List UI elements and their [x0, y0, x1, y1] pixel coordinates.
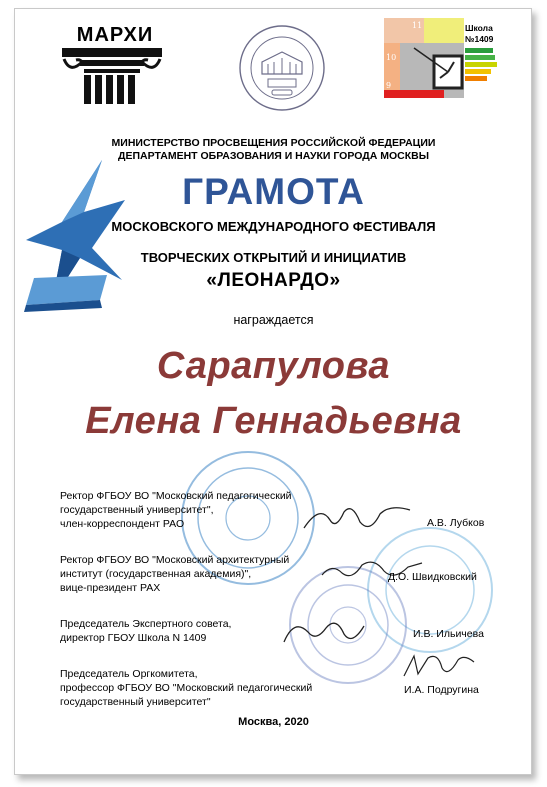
signatory-3-title — [60, 617, 340, 645]
signatory-3-name: И.В. Ильичева — [413, 628, 484, 640]
school-label-line1: Школа — [465, 23, 493, 33]
signatory-1-line3: член-корреспондент РАО — [60, 518, 185, 530]
school-number-11: 11 — [412, 21, 423, 30]
ministry-line2: ДЕПАРТАМЕНТ ОБРАЗОВАНИЯ И НАУКИ ГОРОДА МОСКВЫ — [118, 150, 429, 162]
school-number-9: 9 — [386, 81, 392, 90]
signatory-1-line1: Ректор ФГБОУ ВО "Московский педагогический — [60, 490, 292, 502]
signatory-4-line1: Председатель Оргкомитета, — [60, 668, 198, 680]
city-date: Москва, 2020 — [238, 716, 309, 728]
signatory-3-line1: Председатель Экспертного совета, — [60, 618, 232, 630]
signature-podrugina — [398, 650, 478, 682]
signatory-4-line3: государственный университет" — [60, 696, 211, 708]
signatory-2-name: Д.О. Швидковский — [388, 571, 477, 583]
recipient-surname: Сарапулова — [156, 345, 391, 387]
marhi-logo-text: МАРХИ — [76, 24, 154, 46]
signatory-4-line2: профессор ФГБОУ ВО "Московский педагогический — [60, 682, 313, 694]
school-label — [465, 23, 493, 45]
marhi-column-logo — [62, 48, 162, 104]
awarded-text: награждается — [233, 313, 314, 327]
school-1409-logo — [384, 18, 464, 98]
signatory-2-title — [60, 553, 340, 595]
ministry-line1: МИНИСТЕРСТВО ПРОСВЕЩЕНИЯ РОССИЙСКОЙ ФЕДЕРАЦИИ — [111, 137, 436, 149]
certificate-title: ГРАМОТА — [182, 171, 365, 212]
festival-name: «ЛЕОНАРДО» — [206, 270, 341, 291]
signatory-4-title — [60, 667, 340, 709]
school-number-10: 10 — [386, 53, 397, 62]
festival-line2: ТВОРЧЕСКИХ ОТКРЫТИЙ И ИНИЦИАТИВ — [140, 250, 407, 265]
mpgu-seal — [238, 24, 326, 112]
school-color-bars — [465, 48, 501, 88]
signatory-2-line2: институт (государственная академия)", — [60, 568, 252, 580]
signatory-3-line2: директор ГБОУ Школа N 1409 — [60, 632, 207, 644]
signatory-1-title — [60, 489, 340, 531]
signatory-1-name: А.В. Лубков — [427, 517, 485, 529]
signatory-2-line1: Ректор ФГБОУ ВО "Московский архитектурный — [60, 554, 290, 566]
festival-line1: МОСКОВСКОГО МЕЖДУНАРОДНОГО ФЕСТИВАЛЯ — [111, 219, 436, 234]
signatory-2-line3: вице-президент РАХ — [60, 582, 161, 594]
recipient-given-names: Елена Геннадьевна — [85, 400, 462, 442]
school-label-line2: №1409 — [465, 34, 494, 44]
signatory-4-name: И.А. Подругина — [404, 684, 479, 696]
signatory-1-line2: государственный университет", — [60, 504, 214, 516]
